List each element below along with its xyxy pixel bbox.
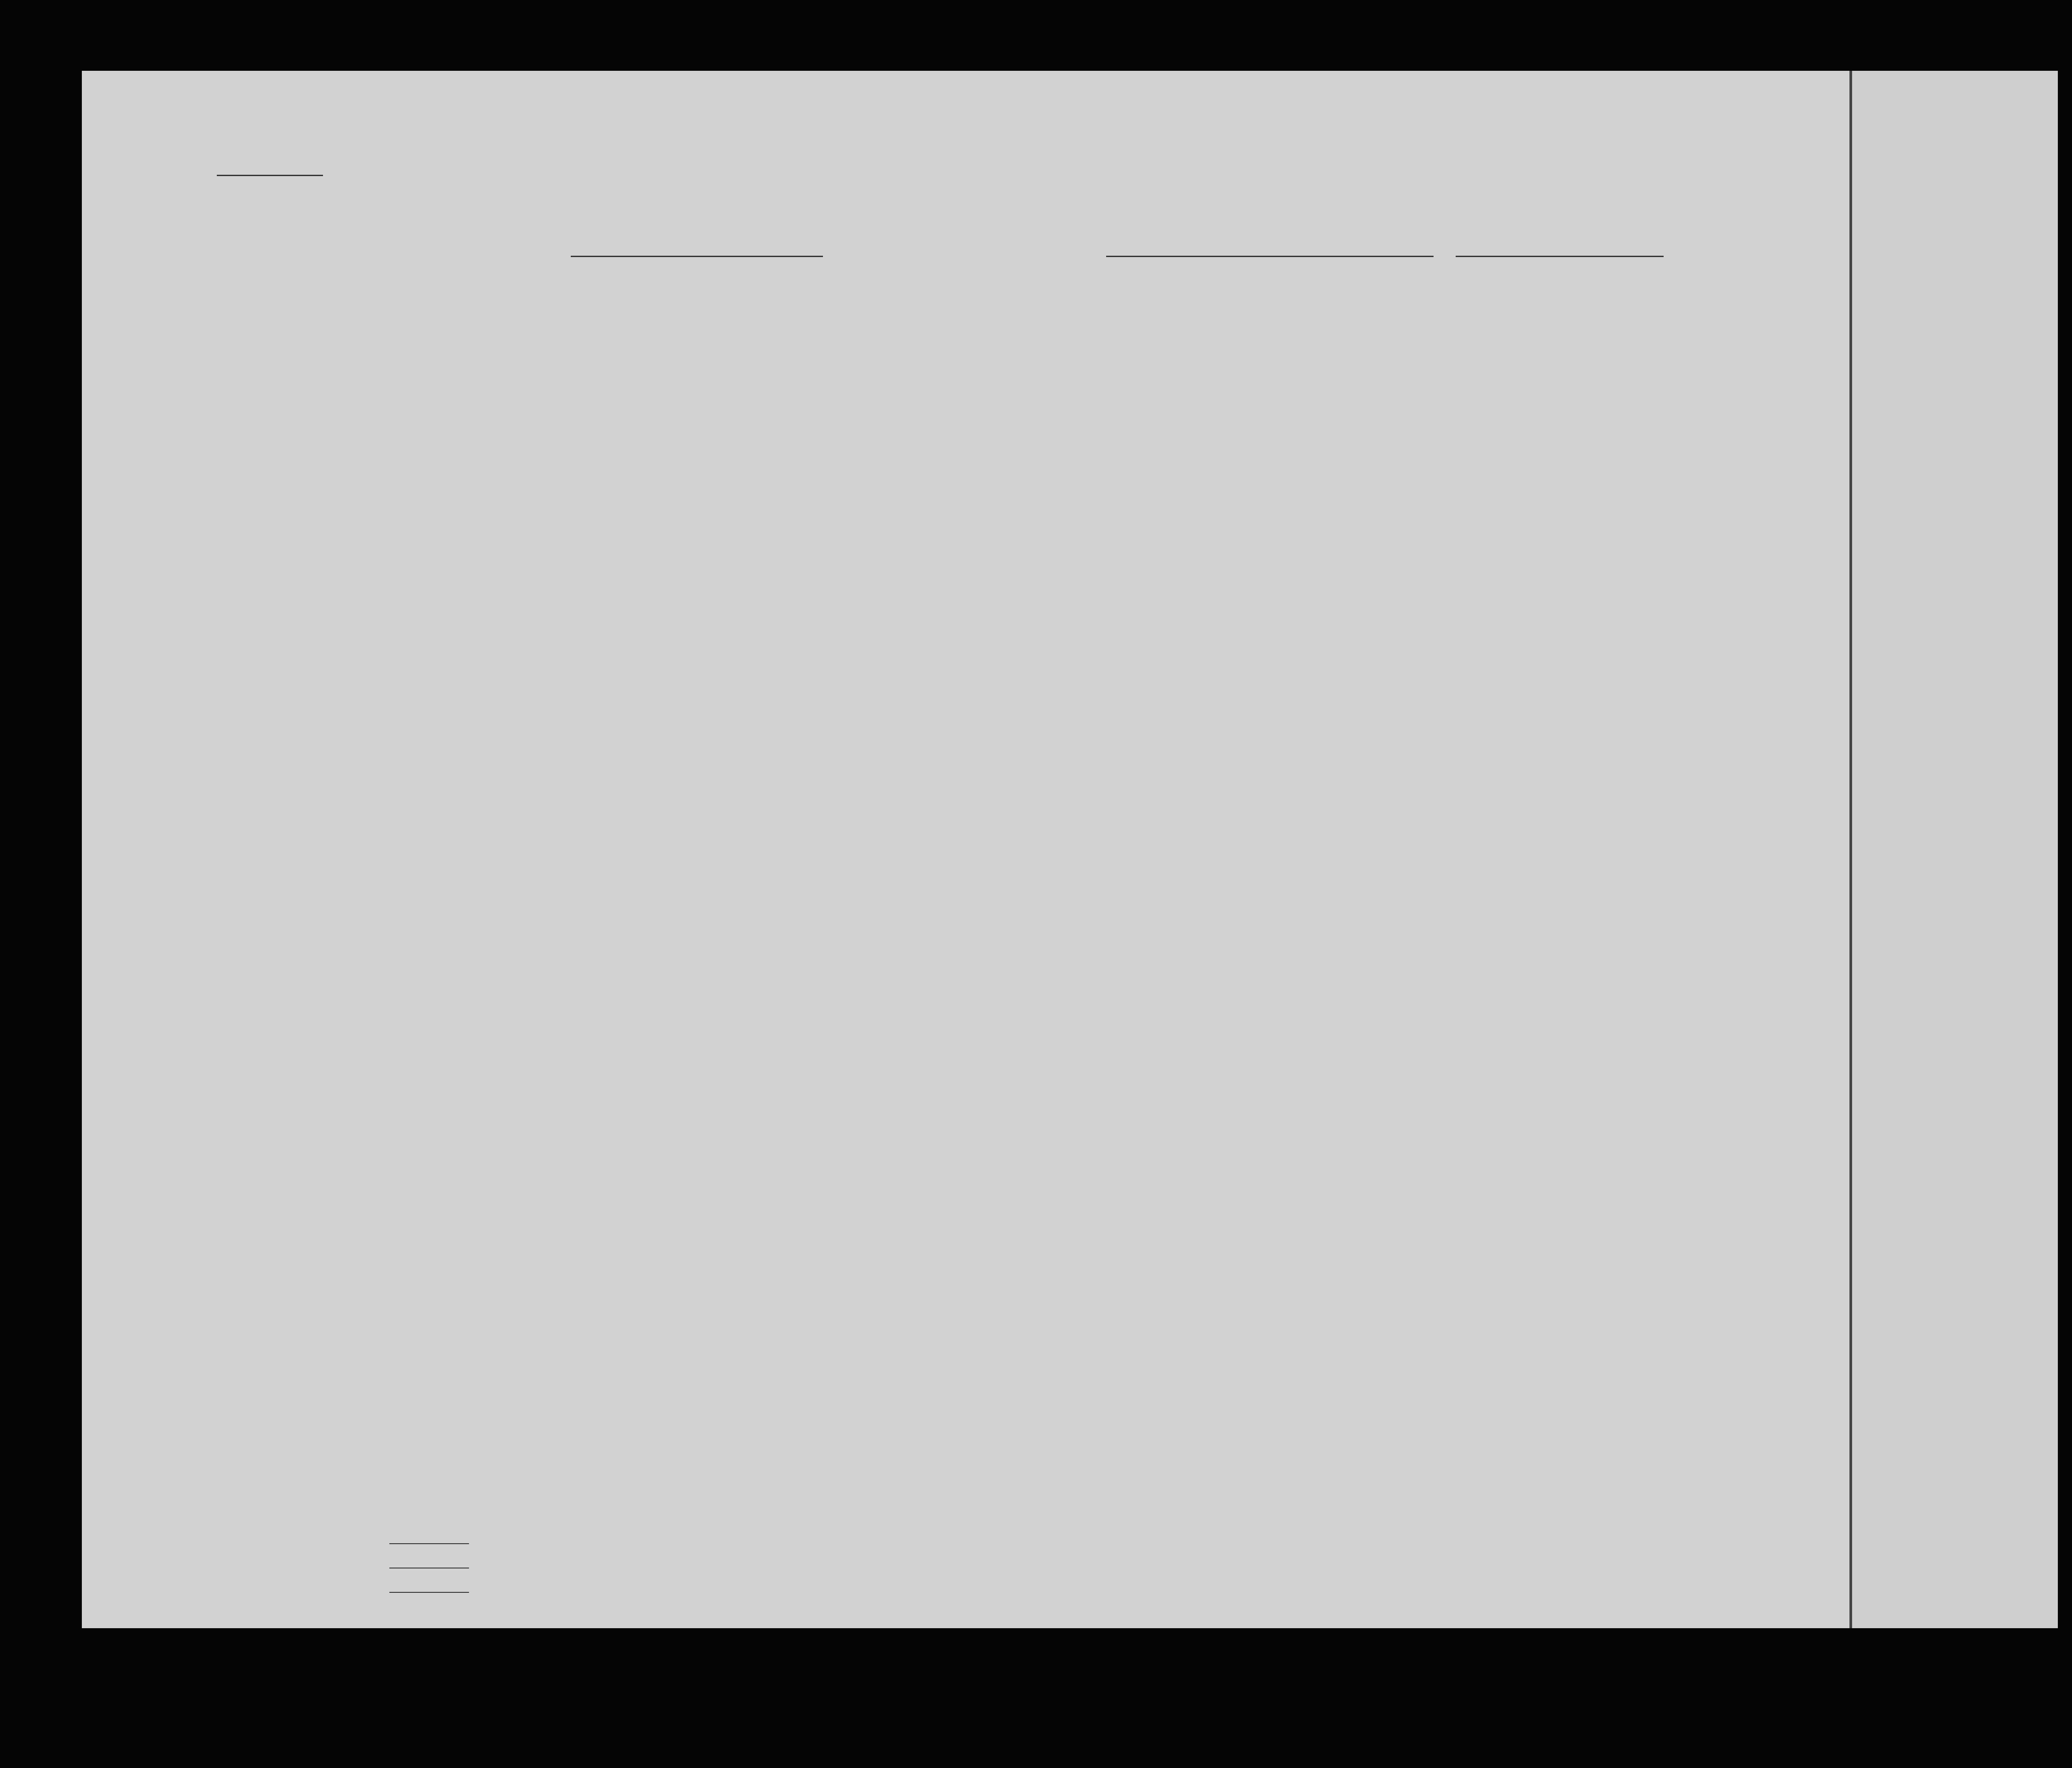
list-underline <box>217 175 323 176</box>
manifest-sheet-continuation <box>1849 71 2058 1628</box>
manifest-sheet <box>82 71 2046 1628</box>
